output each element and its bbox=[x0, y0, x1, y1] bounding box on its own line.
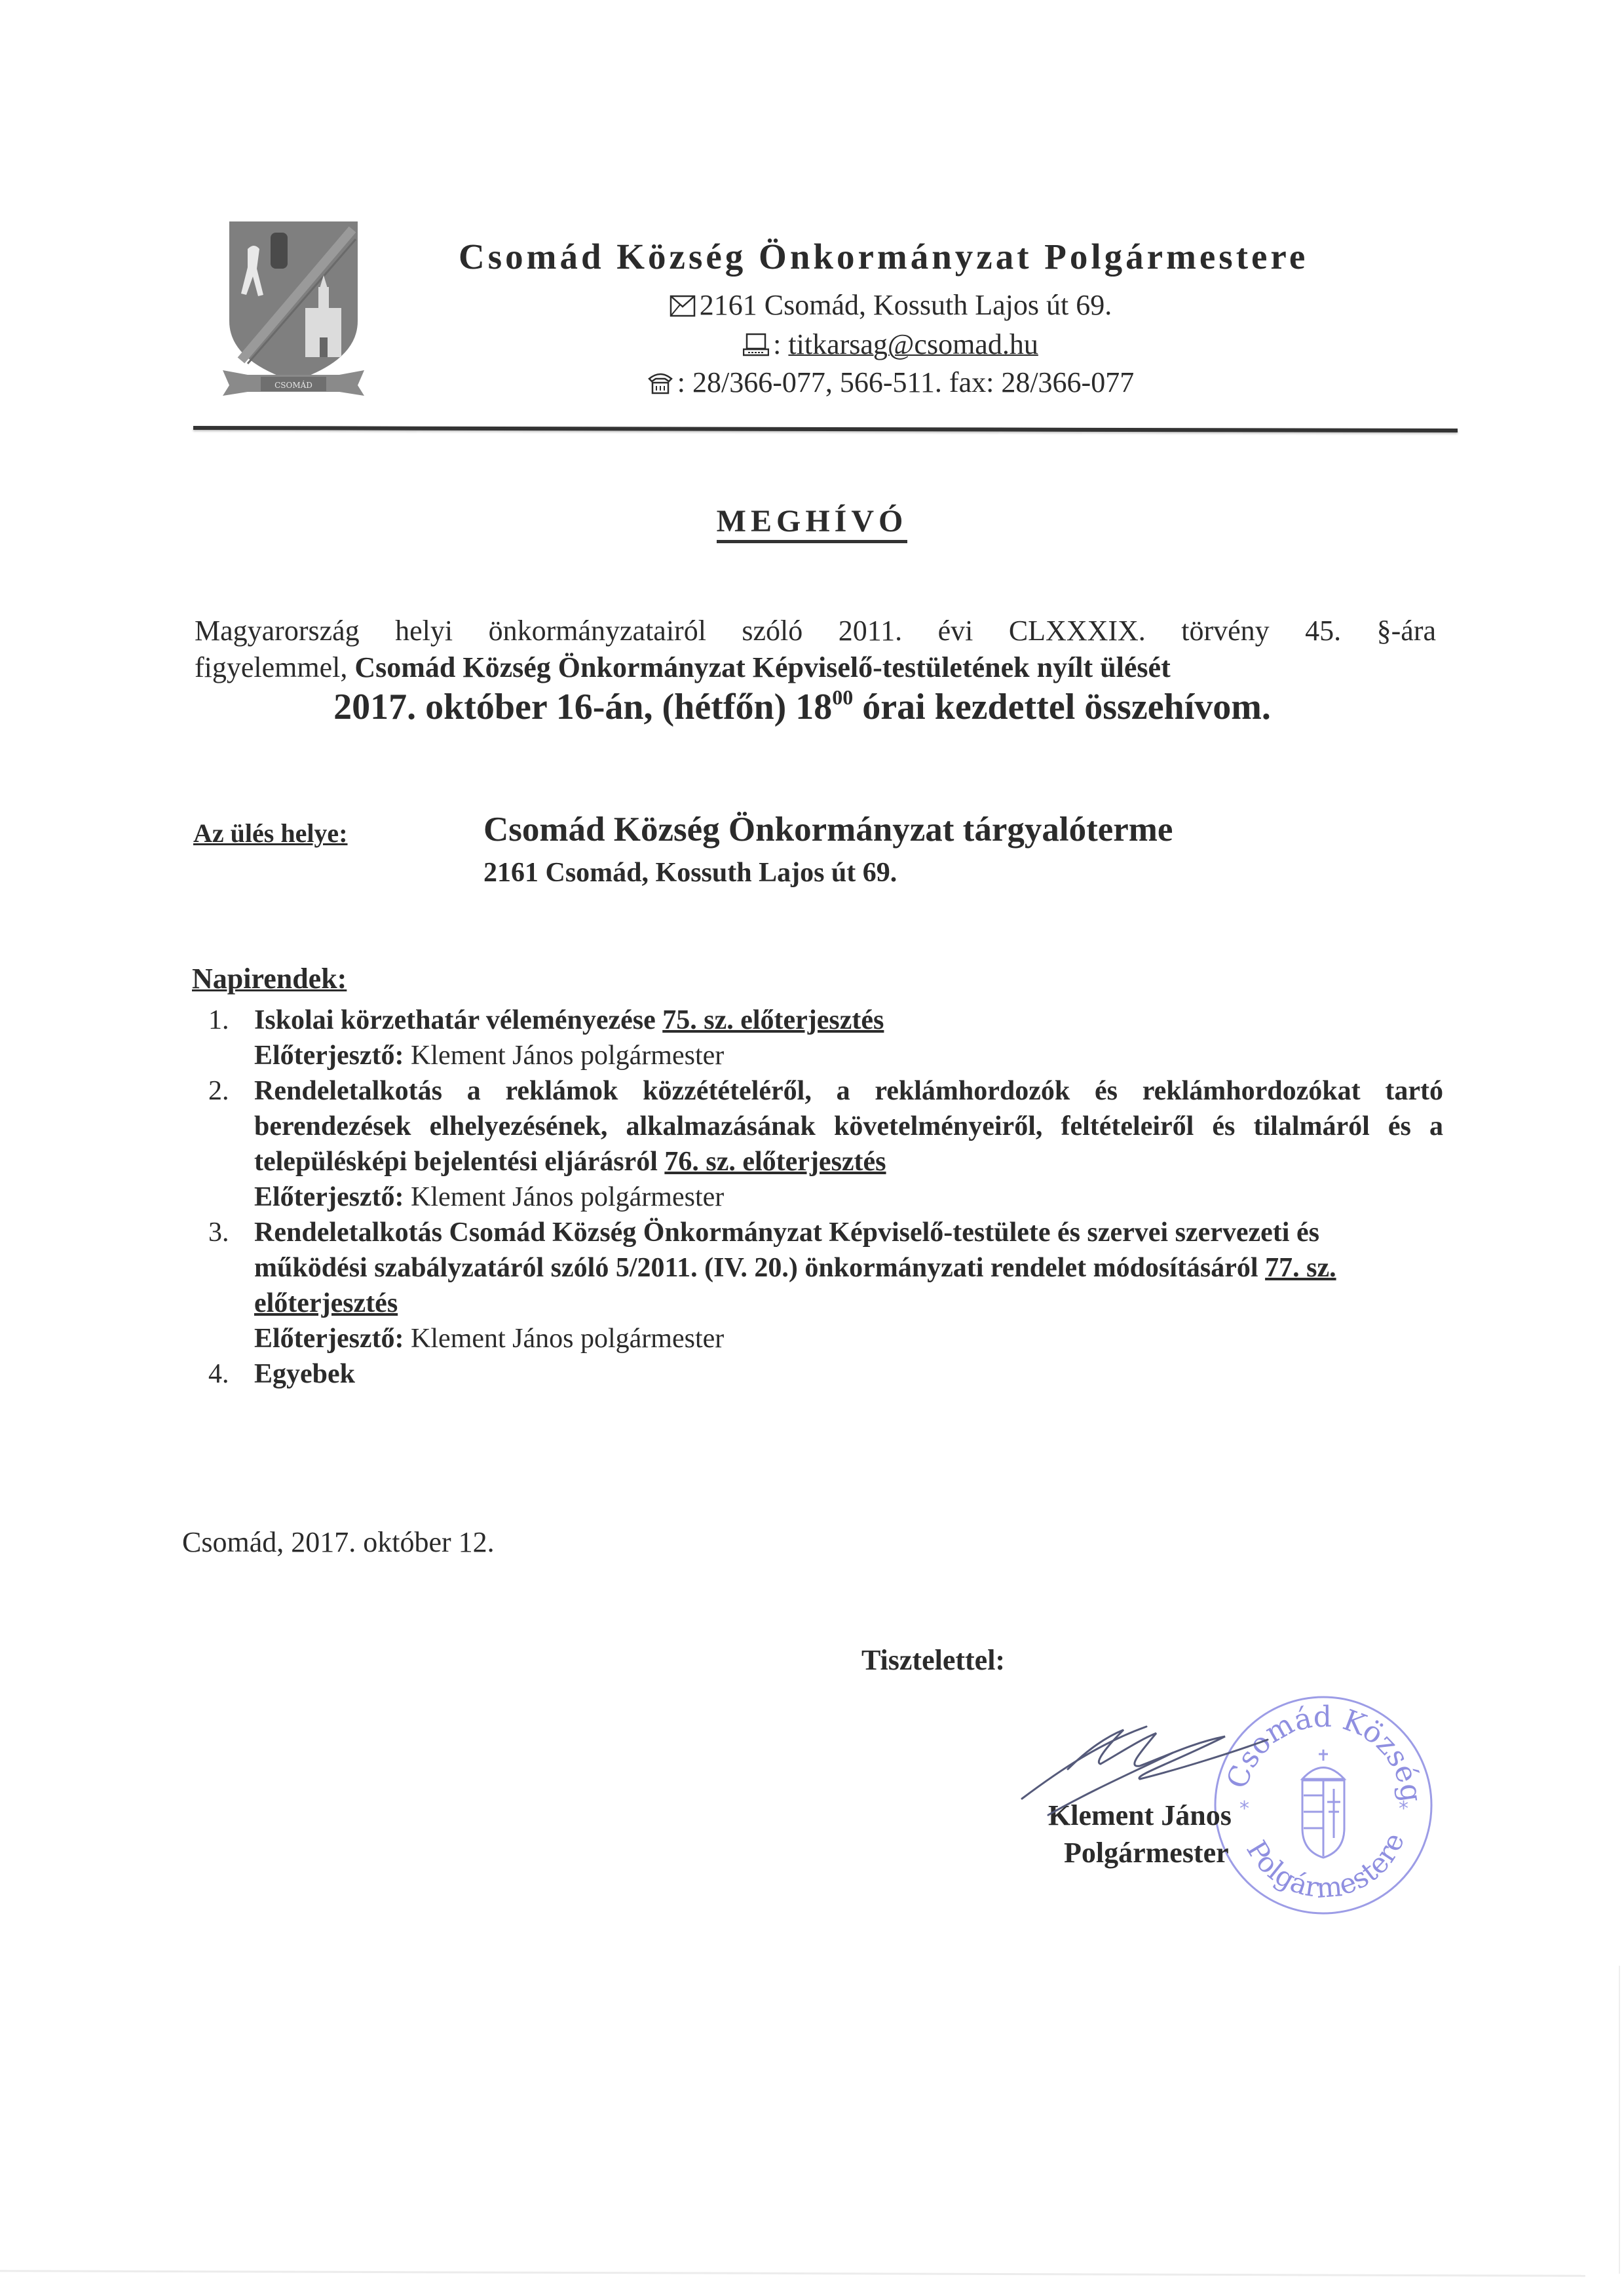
email-prefix: : bbox=[773, 328, 789, 360]
presenter-name: Klement János polgármester bbox=[404, 1041, 725, 1071]
intro-line-1: Magyarország helyi önkormányzatairól szóló 2011. évi CLXXXIX. törvény 45. §-ára bbox=[195, 615, 1436, 647]
email-link[interactable]: titkarsag@csomad.hu bbox=[788, 328, 1038, 360]
presenter-label: Előterjesztő: bbox=[254, 1324, 404, 1354]
scan-edge bbox=[1619, 1966, 1620, 2274]
agenda-item-presenter bbox=[254, 1038, 1443, 1073]
header-divider bbox=[193, 426, 1458, 432]
agenda-item-ref: 75. sz. előterjesztés bbox=[662, 1005, 884, 1035]
agenda-item-presenter bbox=[254, 1179, 1443, 1215]
agenda-item-number: 3. bbox=[208, 1217, 229, 1248]
header-email bbox=[79, 328, 1624, 364]
signer-title: Polgármester bbox=[1064, 1837, 1229, 1869]
meeting-date: 2017. október 16-án, (hétfőn) 18 bbox=[333, 687, 833, 727]
header-phone-text: : 28/366-077, 566-511. fax: 28/366-077 bbox=[677, 366, 1135, 398]
agenda-item-text: Iskolai körzethatár véleményezése bbox=[254, 1005, 663, 1035]
presenter-name: Klement János polgármester bbox=[404, 1324, 725, 1354]
agenda-item-text: Egyebek bbox=[254, 1359, 356, 1389]
presenter-name: Klement János polgármester bbox=[404, 1182, 725, 1212]
document-title-text: MEGHÍVÓ bbox=[717, 504, 908, 543]
meeting-minutes: 00 bbox=[832, 685, 854, 709]
envelope-icon bbox=[670, 291, 696, 324]
venue-name: Csomád Község Önkormányzat tárgyalóterme bbox=[483, 811, 1173, 849]
agenda-item-ref: 77. sz. előterjesztés bbox=[254, 1253, 1336, 1318]
organization-title: Csomád Község Önkormányzat Polgármestere bbox=[459, 237, 1309, 277]
meeting-datetime bbox=[168, 685, 1436, 727]
computer-icon bbox=[743, 330, 769, 364]
closing-regards: Tisztelettel: bbox=[861, 1644, 1006, 1676]
intro-line-2-bold: Csomád Község Önkormányzat Képviselő-testületének nyílt ülését bbox=[354, 651, 1171, 683]
agenda-item bbox=[208, 1003, 1443, 1073]
agenda-item-number: 1. bbox=[208, 1005, 229, 1035]
venue-address: 2161 Csomád, Kossuth Lajos út 69. bbox=[483, 858, 897, 888]
agenda-item bbox=[208, 1073, 1443, 1215]
crest-banner-text: CSOMÁD bbox=[274, 381, 312, 390]
venue-label: Az ülés helye: bbox=[193, 818, 348, 848]
intro-line-2 bbox=[195, 649, 1436, 686]
agenda-item-ref: 76. sz. előterjesztés bbox=[664, 1147, 886, 1177]
presenter-label: Előterjesztő: bbox=[254, 1041, 404, 1071]
header-address bbox=[79, 288, 1624, 324]
agenda-item-number: 4. bbox=[208, 1359, 229, 1389]
agenda-item-text: Rendeletalkotás Csomád Község Önkormányzat Képviselő-testülete és szervei szervezeti és működési szabályzatáról szóló 5/2011. (IV. 20.) önkormányzati rendelet módosításáról bbox=[254, 1217, 1319, 1283]
document-title bbox=[0, 503, 1624, 539]
header-address-text: 2161 Csomád, Kossuth Lajos út 69. bbox=[699, 289, 1112, 321]
agenda-label: Napirendek: bbox=[192, 963, 347, 995]
intro-paragraph bbox=[195, 613, 1436, 725]
stamp-star-left: * bbox=[1239, 1797, 1249, 1820]
header-phone bbox=[79, 366, 1624, 402]
agenda-item-number: 2. bbox=[208, 1076, 229, 1106]
signer-name: Klement János bbox=[1048, 1799, 1232, 1831]
agenda-list bbox=[208, 1003, 1443, 1392]
agenda-item bbox=[208, 1215, 1443, 1356]
telephone-icon bbox=[647, 368, 673, 402]
handwritten-signature bbox=[1009, 1691, 1310, 1822]
agenda-item-text: Rendeletalkotás a reklámok közzétételéről, a reklámhordozók és reklámhordozókat tartó berendezések elhelyezésének, alkalmazásának követelményeiről, feltételeiről és tilalmáról és a településképi bejelentési eljárásról bbox=[254, 1076, 1443, 1177]
place-date: Csomád, 2017. október 12. bbox=[182, 1526, 495, 1558]
agenda-item-presenter bbox=[254, 1321, 1345, 1356]
stamp-star-right: * bbox=[1399, 1797, 1408, 1820]
stamp-top-text: Csomád Község bbox=[1220, 1700, 1429, 1805]
presenter-label: Előterjesztő: bbox=[254, 1182, 404, 1212]
intro-line-2-plain: figyelemmel, bbox=[195, 651, 355, 683]
agenda-item bbox=[208, 1356, 1443, 1392]
stamp-bottom-text: Polgármestere bbox=[1240, 1827, 1411, 1905]
meeting-call: órai kezdettel összehívom. bbox=[853, 687, 1271, 727]
scan-edge bbox=[0, 2270, 1585, 2277]
